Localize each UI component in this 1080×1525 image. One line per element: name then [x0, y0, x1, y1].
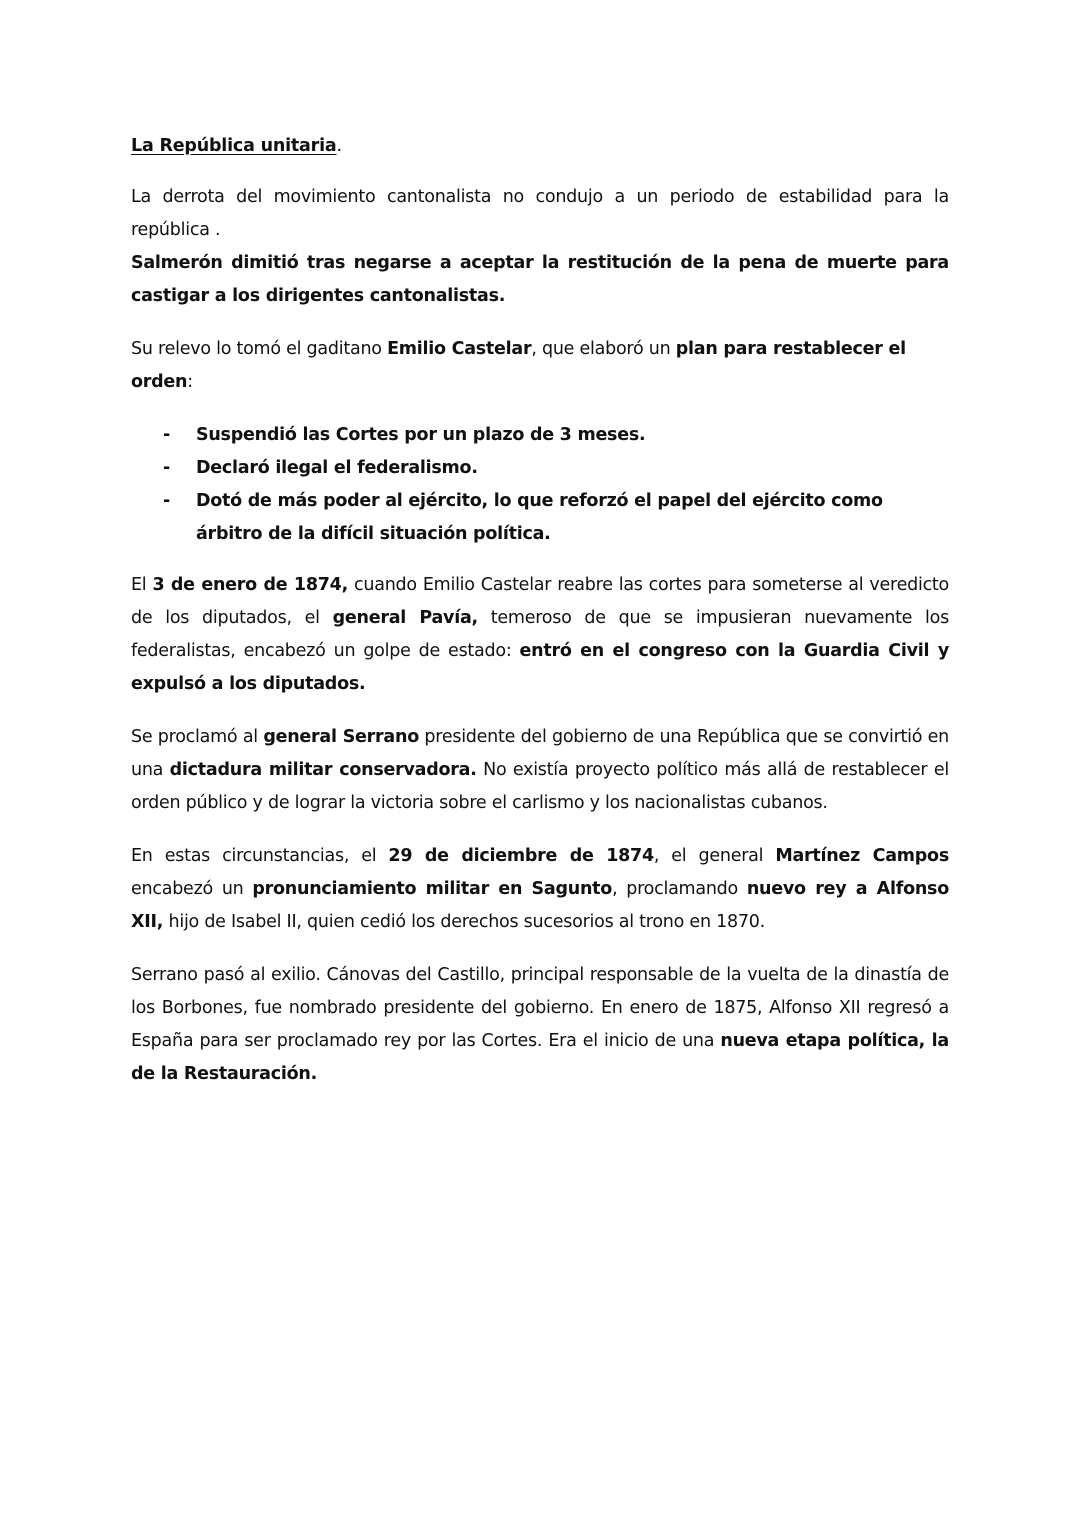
- p5-text-e: encabezó un: [131, 879, 253, 899]
- paragraph-serrano: [131, 721, 949, 820]
- paragraph-restauracion: [131, 959, 949, 1091]
- p2-bold-castelar: Emilio Castelar: [387, 339, 532, 359]
- p2-bold-plan: plan para restablecer el orden: [131, 339, 906, 392]
- section-title: [131, 131, 949, 161]
- p4-bold-serrano: general Serrano: [263, 727, 419, 747]
- p3-text-c: cuando Emilio Castelar reabre las cortes para someterse al veredicto de los diputados, el: [131, 575, 950, 628]
- p4-text-a: Se proclamó al: [131, 727, 264, 747]
- measures-list: [131, 419, 949, 551]
- p3-text-e: temeroso de que se impusieran nuevamente los federalistas, encabezó un golpe de estado:: [131, 608, 949, 661]
- p1-bold: Salmerón dimitió tras negarse a aceptar la restitución de la pena de muerte para castigar a los dirigentes cantonalistas.: [131, 253, 949, 306]
- p5-bold-martinez: Martínez Campos: [775, 846, 949, 866]
- list-item: [131, 485, 949, 551]
- list-item-text: Suspendió las Cortes por un plazo de 3 meses.: [196, 425, 646, 445]
- p5-text-c: , el general: [653, 846, 776, 866]
- bullet-dash: -: [163, 491, 171, 511]
- p5-bold-pronunciamiento: pronunciamiento militar en Sagunto: [252, 879, 613, 899]
- p3-bold-pavia: general Pavía,: [332, 608, 478, 628]
- list-item: [131, 452, 949, 485]
- list-item-text: Dotó de más poder al ejército, lo que reforzó el papel del ejército como árbitro de la difícil situación política.: [196, 491, 883, 544]
- p2-text-e: :: [187, 372, 193, 392]
- p5-bold-rey: nuevo rey a Alfonso XII,: [131, 879, 949, 932]
- p3-bold-date: 3 de enero de 1874,: [152, 575, 348, 595]
- list-item: [131, 419, 949, 452]
- p1-text: La derrota del movimiento cantonalista no condujo a un periodo de estabilidad para la república .: [131, 187, 949, 240]
- paragraph-relevo: [131, 333, 949, 399]
- p3-text-a: El: [131, 575, 153, 595]
- section-title-trail: .: [336, 136, 342, 156]
- paragraph-sagunto: [131, 840, 949, 939]
- p2-text-a: Su relevo lo tomó el gaditano: [131, 339, 388, 359]
- p2-text-c: , que elaboró un: [531, 339, 676, 359]
- list-item-text: Declaró ilegal el federalismo.: [196, 458, 478, 478]
- p4-text-c: presidente del gobierno de una República que se convirtió en una: [131, 727, 949, 780]
- paragraph-derrota: [131, 181, 949, 313]
- paragraph-pavia: [131, 569, 949, 701]
- p6-bold-restauracion: nueva etapa política, la de la Restauración.: [131, 1031, 949, 1084]
- p6-text-a: Serrano pasó al exilio. Cánovas del Castillo, principal responsable de la vuelta de la dinastía de los Borbones, fue nombrado presidente del gobierno. En enero de 1875, Alfonso XII regresó a España para ser proclamado rey por las Cortes. Era el inicio de una: [131, 965, 949, 1051]
- p5-text-g: , proclamando: [612, 879, 747, 899]
- p4-bold-dictadura: dictadura militar conservadora.: [169, 760, 477, 780]
- bullet-dash: -: [163, 458, 171, 478]
- p4-text-e: No existía proyecto político más allá de restablecer el orden público y de lograr la victoria sobre el carlismo y los nacionalistas cubanos.: [131, 760, 949, 813]
- p3-bold-golpe: entró en el congreso con la Guardia Civil y expulsó a los diputados.: [131, 641, 950, 694]
- section-title-text: La República unitaria: [131, 136, 337, 156]
- p5-text-a: En estas circunstancias, el: [131, 846, 389, 866]
- p5-text-i: hijo de Isabel II, quien cedió los derechos sucesorios al trono en 1870.: [163, 912, 765, 932]
- p5-bold-date: 29 de diciembre de 1874: [388, 846, 654, 866]
- bullet-dash: -: [163, 425, 171, 445]
